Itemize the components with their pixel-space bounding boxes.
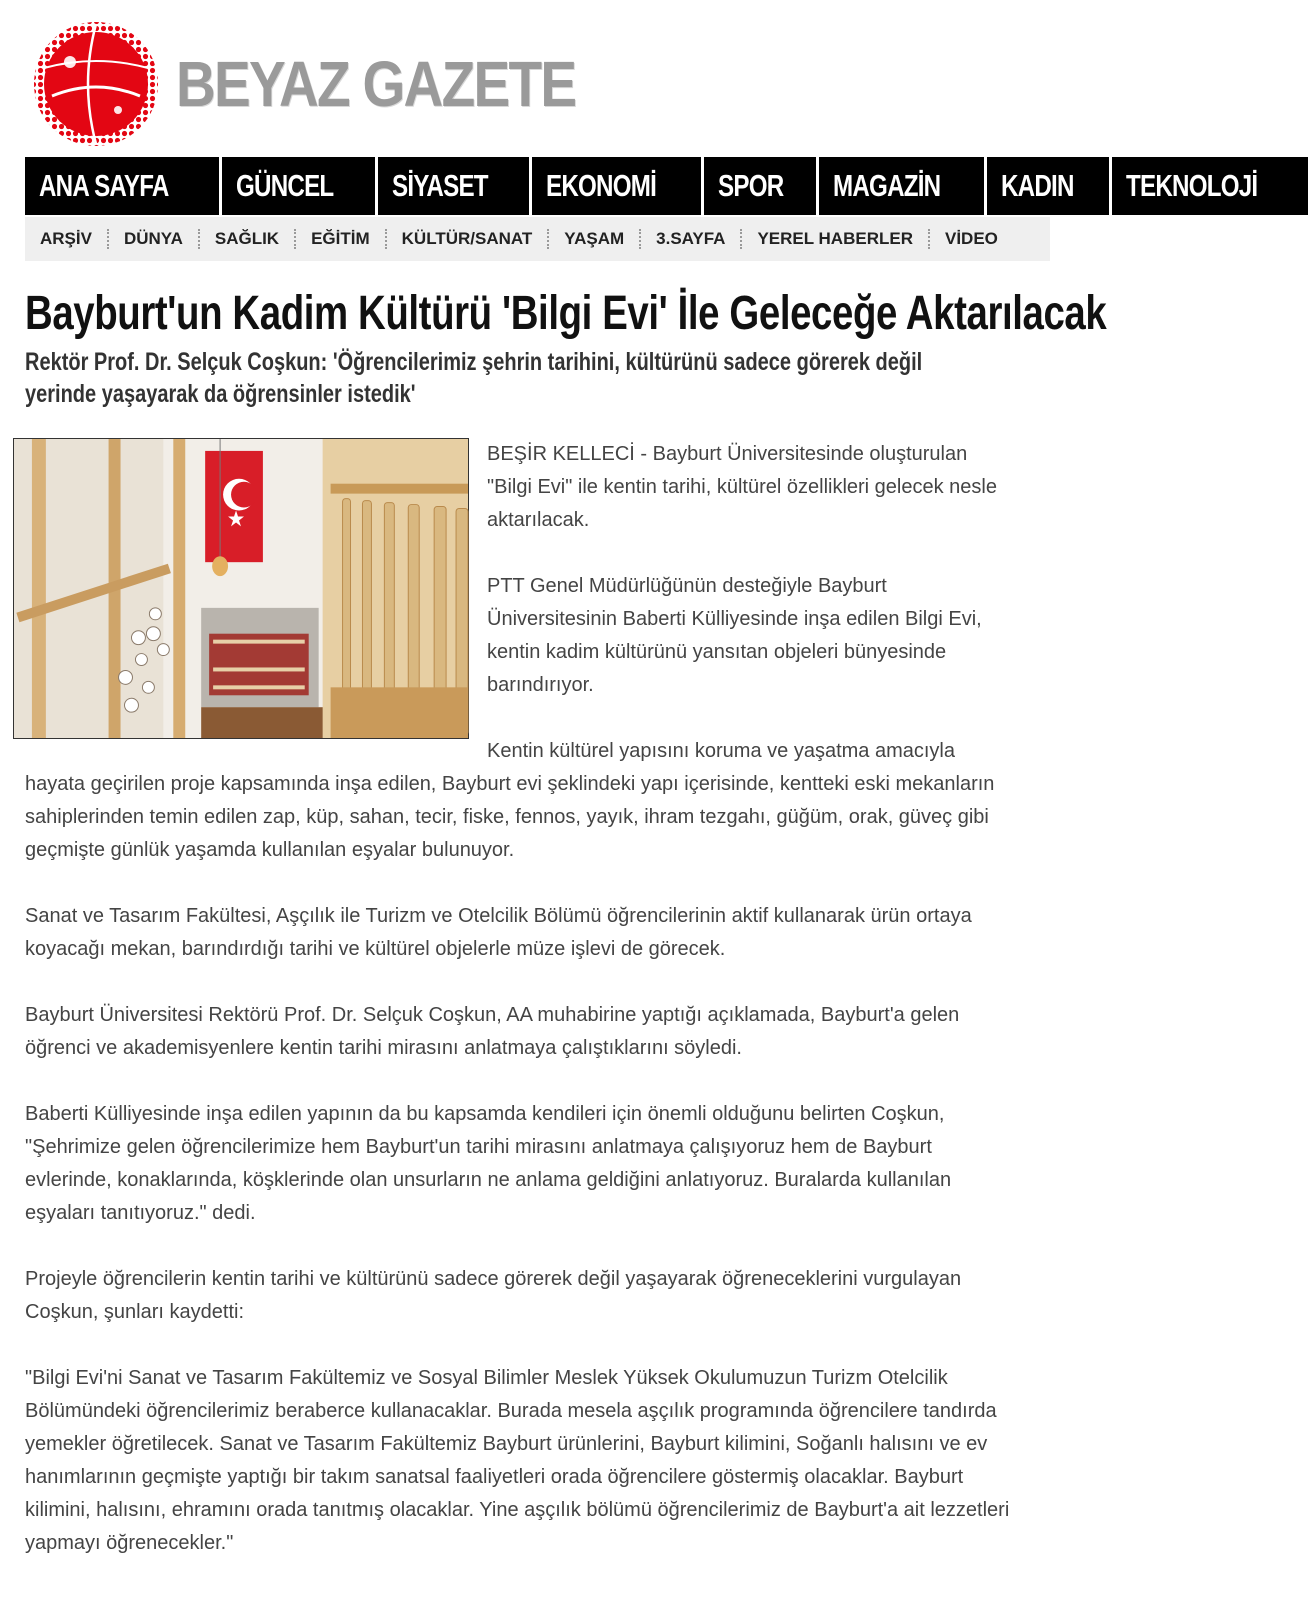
sub-navigation bbox=[25, 217, 1050, 261]
site-header bbox=[0, 0, 1050, 155]
subnav-saglik[interactable]: SAĞLIK bbox=[200, 229, 296, 249]
nav-siyaset[interactable] bbox=[378, 157, 529, 215]
nav-label: ANA SAYFA bbox=[39, 168, 169, 203]
subnav-yasam[interactable]: YAŞAM bbox=[549, 229, 641, 249]
article-paragraph: Baberti Külliyesinde inşa edilen yapının da bu kapsamda kendileri için önemli olduğunu belirten Coşkun, "Şehrimize gelen öğrencilerimize hem Bayburt'un tarihi mirasını anlatmaya çalışıyoruz hem de Bayburt evlerinde, konaklarında, köşklerinde olan unsurların ne anlama geldiğini anlatıyoruz. Buralarda kullanılan eşyaları tanıtıyoruz." dedi. bbox=[25, 1103, 952, 1224]
subnav-kultur-sanat[interactable]: KÜLTÜR/SANAT bbox=[387, 229, 550, 249]
site-logo-text[interactable]: BEYAZ GAZETE bbox=[176, 48, 576, 120]
article-headline: Bayburt'un Kadim Kültürü 'Bilgi Evi' İle Geleceğe Aktarılacak bbox=[25, 287, 1107, 340]
nav-label: SPOR bbox=[717, 168, 784, 203]
article-paragraph: Kentin kültürel yapısını koruma ve yaşatma amacıyla hayata geçirilen proje kapsamında inşa edilen, Bayburt evi şeklindeki yapı içerisinde, kentteki eski mekanların sahiplerinden temin edilen zap, küp, sahan, tecir, fiske, fennos, yayık, ihram tezgahı, güğüm, orak, güveç gibi geçmişte günlük yaşamda kullanılan eşyalar bulunuyor. bbox=[25, 740, 995, 861]
nav-ana-sayfa[interactable] bbox=[25, 157, 219, 215]
article-paragraph: BEŞİR KELLECİ - Bayburt Üniversitesinde oluşturulan "Bilgi Evi" ile kentin tarihi, kültürel özellikleri gelecek nesle aktarılacak. bbox=[487, 443, 997, 531]
nav-magazin[interactable] bbox=[819, 157, 985, 215]
nav-label: KADIN bbox=[1001, 168, 1075, 203]
article-paragraph: Sanat ve Tasarım Fakültesi, Aşçılık ile Turizm ve Otelcilik Bölümü öğrencilerinin aktif kullanarak ürün ortaya koyacağı mekan, barındırdığı tarihi ve kültürel objelerle müze işlevi de görecek. bbox=[25, 905, 972, 960]
nav-spor[interactable] bbox=[704, 157, 816, 215]
nav-label: EKONOMİ bbox=[545, 168, 656, 203]
nav-ekonomi[interactable] bbox=[532, 157, 701, 215]
article-paragraph: Bayburt Üniversitesi Rektörü Prof. Dr. Selçuk Coşkun, AA muhabirine yaptığı açıklamada, Bayburt'a gelen öğrenci ve akademisyenlere kentin tarihi mirasını anlatmaya çalıştıklarını söyledi. bbox=[25, 1004, 960, 1059]
main-navigation bbox=[25, 157, 1258, 215]
article-body bbox=[25, 438, 1015, 1593]
article-paragraph: "Bilgi Evi'ni Sanat ve Tasarım Fakültemiz ve Sosyal Bilimler Meslek Yüksek Okulumuzun Turizm Otelcilik Bölümündeki öğrencilerimiz beraberce kullanacaklar. Burada mesela aşçılık programında öğrencilere tandırda yemekler öğretilecek. Sanat ve Tasarım Fakültemiz Bayburt ürünlerini, Bayburt kilimini, Soğanlı halısını ve ev hanımlarının geçmişte yaptığı bir takım sanatsal faaliyetleri orada öğrencilere göstermiş olacaklar. Bayburt kilimini, halısını, ehramını orada tanıtmış olacaklar. Yine aşçılık bölümü öğrencilerimiz de Bayburt'a ait lezzetleri yapmayı öğrenecekler." bbox=[25, 1367, 1010, 1554]
subnav-yerel-haberler[interactable]: YEREL HABERLER bbox=[742, 229, 930, 249]
nav-label: TEKNOLOJİ bbox=[1125, 168, 1258, 203]
article-subtitle: Rektör Prof. Dr. Selçuk Coşkun: 'Öğrencilerimiz şehrin tarihini, kültürünü sadece görerek değil yerinde yaşayarak da öğrensinler istedik' bbox=[25, 348, 923, 408]
subnav-video[interactable]: VİDEO bbox=[944, 229, 998, 248]
article-paragraph: Projeyle öğrencilerin kentin tarihi ve kültürünü sadece görerek değil yaşayarak öğreneceklerini vurgulayan Coşkun, şunları kaydetti: bbox=[25, 1268, 962, 1323]
subnav-dunya[interactable]: DÜNYA bbox=[109, 229, 200, 249]
nav-label: GÜNCEL bbox=[236, 168, 334, 203]
nav-kadin[interactable] bbox=[987, 157, 1108, 215]
nav-label: SİYASET bbox=[392, 168, 488, 203]
nav-guncel[interactable] bbox=[222, 157, 375, 215]
red-dotted-globe-icon[interactable] bbox=[30, 18, 162, 150]
subnav-egitim[interactable]: EĞİTİM bbox=[296, 229, 387, 249]
nav-teknoloji[interactable] bbox=[1112, 157, 1308, 215]
article-photo bbox=[13, 438, 469, 739]
article-paragraph: PTT Genel Müdürlüğünün desteğiyle Bayburt Üniversitesinin Baberti Külliyesinde inşa edilen Bilgi Evi, kentin kadim kültürünü yansıtan objeleri bünyesinde barındırıyor. bbox=[487, 575, 982, 696]
nav-label: MAGAZİN bbox=[832, 168, 941, 203]
subnav-arsiv[interactable]: ARŞİV bbox=[25, 229, 109, 249]
subnav-3-sayfa[interactable]: 3.SAYFA bbox=[641, 229, 742, 249]
